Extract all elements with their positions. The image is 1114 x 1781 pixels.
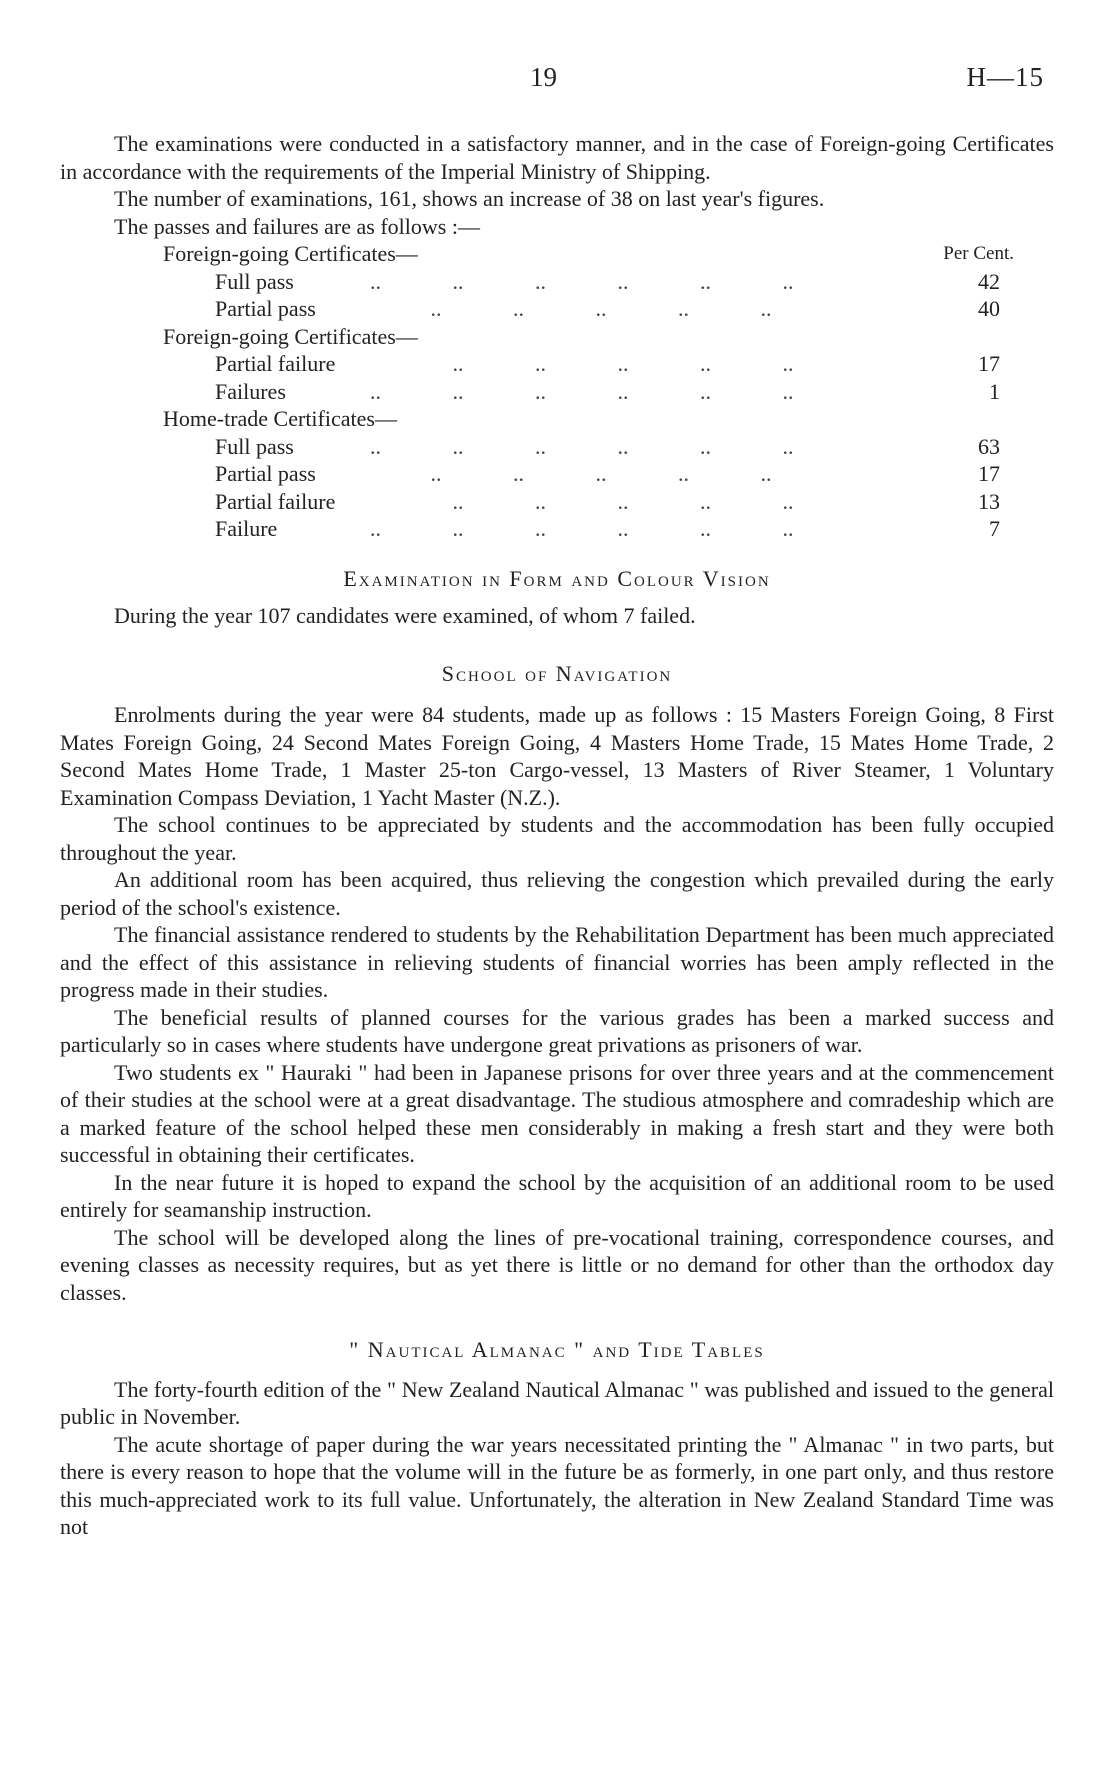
- percent-column-header: Per Cent.: [943, 243, 1014, 264]
- school-paragraph: Two students ex " Hauraki " had been in Japanese prisons for over three years and at the commencement of their studies at the school were at a great disadvantage. The studious atmosphere and comradeship which are a marked feature of the school helped these men considerably in making a fresh start and they were both successful in obtaining their certificates.: [60, 1059, 1054, 1167]
- vision-paragraph: During the year 107 candidates were examined, of whom 7 failed.: [114, 603, 696, 628]
- page-body: [60, 130, 1054, 1541]
- row-value: 40: [978, 296, 1000, 321]
- row-label: Full pass: [215, 268, 294, 294]
- row-value: 63: [978, 433, 1000, 459]
- row-value: 7: [989, 516, 1000, 541]
- table-row: [60, 295, 1054, 323]
- section-heading-school: School of Navigation: [441, 660, 673, 686]
- results-table: [60, 240, 1054, 543]
- almanac-paragraph: The acute shortage of paper during the war years necessitated printing the " Almanac " in two parts, but there is every reason to hope that the volume will in the future be as formerly, in one part only, and thus restore this much-appreciated work to its full value. Unfortunately, the alteration in New Zealand Standard Time was not: [60, 1431, 1054, 1539]
- table-row: [60, 433, 1054, 461]
- school-paragraph: The financial assistance rendered to students by the Rehabilitation Department has been much appreciated and the effect of this assistance in relieving students of financial worries has been amply reflected in the progress made in their studies.: [60, 922, 1054, 1002]
- row-label: Partial pass: [215, 296, 316, 321]
- row-label: Full pass: [215, 433, 294, 459]
- intro-paragraph-1: The examinations were conducted in a satisfactory manner, and in the case of Foreign-going Certificates in accordance with the requirements of the Imperial Ministry of Shipping.: [60, 131, 1054, 184]
- document-reference: H—15: [966, 62, 1044, 92]
- row-value: 1: [989, 378, 1000, 404]
- table-row: [60, 268, 1054, 296]
- row-value: 17: [978, 461, 1000, 486]
- section-heading-vision: Examination in Form and Colour Vision: [343, 565, 771, 591]
- row-value: 17: [978, 351, 1000, 376]
- row-label: Partial pass: [215, 461, 316, 486]
- row-value: 42: [978, 268, 1000, 294]
- intro-paragraph-3: The passes and failures are as follows :—: [114, 213, 480, 239]
- group-heading: Foreign-going Certificates—: [163, 241, 418, 266]
- row-label: Failures: [215, 378, 286, 404]
- table-row: [60, 460, 1054, 488]
- page-number: 19: [530, 62, 557, 92]
- almanac-paragraph: The forty-fourth edition of the " New Zealand Nautical Almanac " was published and issued to the general public in November.: [60, 1376, 1054, 1429]
- table-row: [60, 488, 1054, 516]
- school-paragraph: The beneficial results of planned courses for the various grades has been a marked success and particularly so in cases where students have undergone great privations as prisoners of war.: [60, 1004, 1054, 1057]
- table-row: [60, 350, 1054, 378]
- group-heading: Home-trade Certificates—: [163, 406, 397, 431]
- leader-dots: .. .. .. .. .. ..: [370, 433, 794, 459]
- leader-dots: .. .. .. .. ..: [370, 351, 794, 376]
- row-label: Failure: [215, 516, 278, 541]
- page-header: [0, 62, 1114, 98]
- leader-dots: .. .. .. .. .. ..: [370, 516, 794, 541]
- school-paragraph: Enrolments during the year were 84 students, made up as follows : 15 Masters Foreign Going, 8 First Mates Foreign Going, 24 Second Mates Foreign Going, 4 Masters Home Trade, 15 Mates Home Trade, 2 Second Mates Home Trade, 1 Master 25-ton Cargo-vessel, 13 Masters of River Steamer, 1 Voluntary Examination Compass Deviation, 1 Yacht Master (N.Z.).: [60, 702, 1054, 810]
- section-heading-almanac: " Nautical Almanac " and Tide Tables: [349, 1337, 765, 1362]
- table-row: [60, 515, 1054, 543]
- row-value: 13: [978, 488, 1000, 514]
- school-paragraph: In the near future it is hoped to expand the school by the acquisition of an additional room to be used entirely for seamanship instruction.: [60, 1169, 1054, 1222]
- leader-dots: .. .. .. .. .. ..: [370, 378, 794, 404]
- leader-dots: .. .. .. .. .. ..: [370, 268, 794, 294]
- row-label: Partial failure: [215, 351, 336, 376]
- intro-paragraph-2: The number of examinations, 161, shows an increase of 38 on last year's figures.: [114, 186, 825, 211]
- row-label: Partial failure: [215, 488, 336, 514]
- school-paragraph: An additional room has been acquired, thus relieving the congestion which prevailed during the early period of the school's existence.: [60, 867, 1054, 920]
- school-paragraph: The school continues to be appreciated by students and the accommodation has been fully occupied throughout the year.: [60, 812, 1054, 865]
- group-heading: Foreign-going Certificates—: [163, 323, 418, 349]
- leader-dots: .. .. .. .. ..: [370, 488, 794, 514]
- school-paragraph: The school will be developed along the lines of pre-vocational training, correspondence courses, and evening classes as necessity requires, but as yet there is little or no demand for other than the orthodox day classes.: [60, 1224, 1054, 1305]
- table-row: [60, 378, 1054, 406]
- leader-dots: .. .. .. .. ..: [370, 296, 772, 321]
- leader-dots: .. .. .. .. ..: [370, 461, 772, 486]
